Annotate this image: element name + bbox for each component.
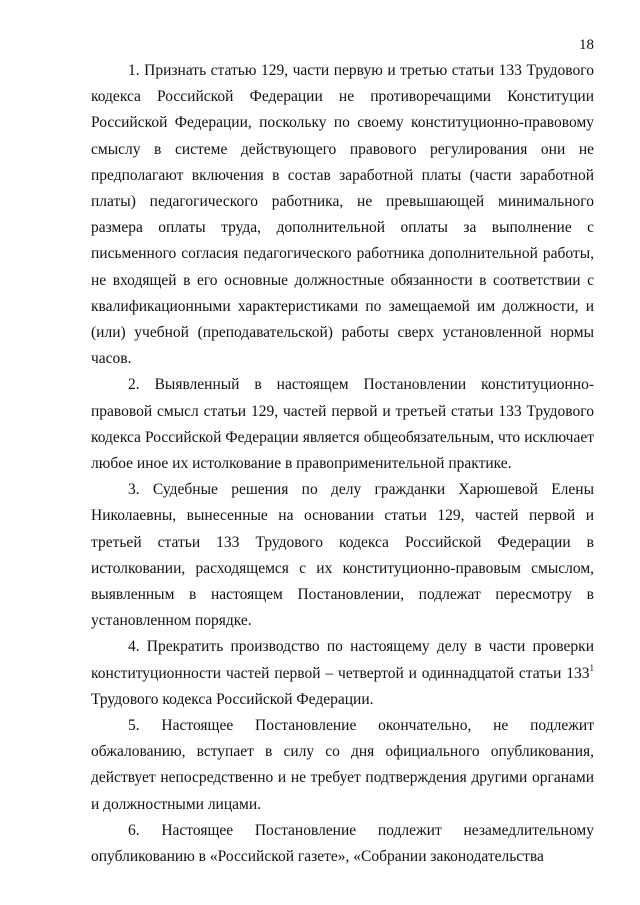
paragraph-4-text-before: 4. Прекратить производство по настоящему делу в части проверки конституционности частей первой – четвертой и одиннадцатой статьи 133 bbox=[91, 638, 594, 682]
article-superscript: 1 bbox=[589, 662, 594, 673]
paragraph-5: 5. Настоящее Постановление окончательно, не подлежит обжалованию, вступает в силу со дня официального опубликования, действует непосредственно и не требует подтверждения другими органами и должностными лицами. bbox=[91, 717, 594, 813]
page-number: 18 bbox=[579, 37, 594, 53]
document-body bbox=[91, 58, 594, 870]
paragraph-4-text-after: Трудового кодекса Российской Федерации. bbox=[91, 690, 374, 708]
paragraph-4 bbox=[91, 634, 594, 713]
paragraph-1: 1. Признать статью 129, части первую и третью статьи 133 Трудового кодекса Российской Федерации не противоречащими Конституции Российской Федерации, поскольку по своему конституционно-правовому смыслу в системе действующего правового регулирования они не предполагают включения в состав заработной платы (части заработной платы) педагогического работника, не превышающей минимального размера оплаты труда, дополнительной оплаты за выполнение с письменного согласия педагогического работника дополнительной работы, не входящей в его основные должностные обязанности в соответствии с квалификационными характеристиками по замещаемой им должности, и (или) учебной (преподавательской) работы сверх установленной нормы часов. bbox=[91, 62, 594, 368]
paragraph-2: 2. Выявленный в настоящем Постановлении конституционно-правовой смысл статьи 129, частей первой и третьей статьи 133 Трудового кодекса Российской Федерации является общеобязательным, что исключает любое иное их истолкование в правоприменительной практике. bbox=[91, 376, 594, 473]
paragraph-6: 6. Настоящее Постановление подлежит незамедлительному опубликованию в «Российской газете», «Собрании законодательства bbox=[91, 821, 594, 866]
paragraph-3: 3. Судебные решения по делу гражданки Харюшевой Елены Николаевны, вынесенные на основании статьи 129, частей первой и третьей статьи 133 Трудового кодекса Российской Федерации в истолковании, расходящемся с их конституционно-правовым смыслом, выявленным в настоящем Постановлении, подлежат пересмотру в установленном порядке. bbox=[91, 481, 594, 630]
